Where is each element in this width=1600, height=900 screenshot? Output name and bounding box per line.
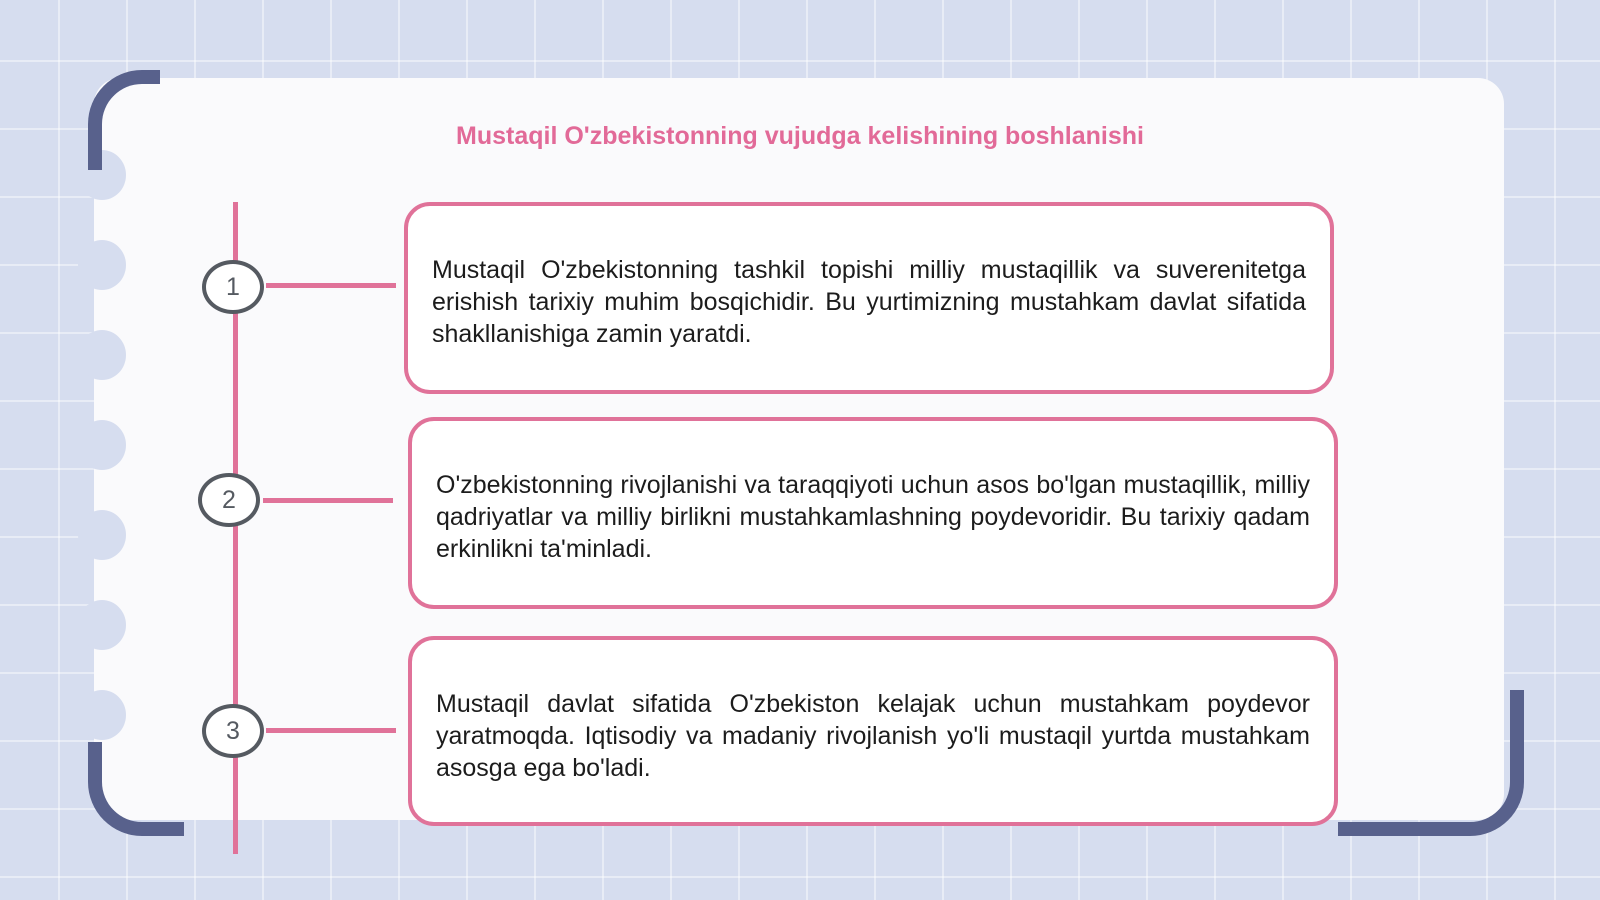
paper-notch (78, 690, 126, 740)
corner-bracket-bottom-left (88, 742, 184, 836)
timeline-card-1 (404, 202, 1334, 394)
timeline-marker-3: 3 (202, 704, 264, 758)
paper-notch (78, 420, 126, 470)
slide-title: Mustaqil O'zbekistonning vujudga kelishining boshlanishi (456, 122, 1144, 150)
timeline-marker-1: 1 (202, 260, 264, 314)
timeline-connector (266, 728, 396, 733)
paper-notch (78, 330, 126, 380)
paper-notch (78, 600, 126, 650)
paper-notch (78, 510, 126, 560)
timeline-connector (266, 283, 396, 288)
timeline-card-2 (408, 417, 1338, 609)
timeline-marker-2: 2 (198, 473, 260, 527)
timeline-card-3 (408, 636, 1338, 826)
corner-bracket-top-left (88, 70, 160, 170)
timeline-connector (263, 498, 393, 503)
timeline-card-text: O'zbekistonning rivojlanishi va taraqqiyoti uchun asos bo'lgan mustaqillik, milliy qadriyatlar va milliy birlikni mustahkamlashning poydevoridir. Bu tarixiy qadam erkinlikni ta'minladi. (436, 471, 1310, 563)
paper-notch (78, 240, 126, 290)
timeline-card-text: Mustaqil O'zbekistonning tashkil topishi milliy mustaqillik va suverenitetga erishish tarixiy muhim bosqichidir. Bu yurtimizning mustahkam davlat sifatida shakllanishiga zamin yaratdi. (432, 256, 1306, 348)
corner-bracket-bottom-right (1338, 690, 1524, 836)
timeline-card-text: Mustaqil davlat sifatida O'zbekiston kelajak uchun mustahkam poydevor yaratmoqda. Iqtisodiy va madaniy rivojlanish yo'li mustaqil yurtda mustahkam asosga ega bo'ladi. (436, 690, 1310, 782)
